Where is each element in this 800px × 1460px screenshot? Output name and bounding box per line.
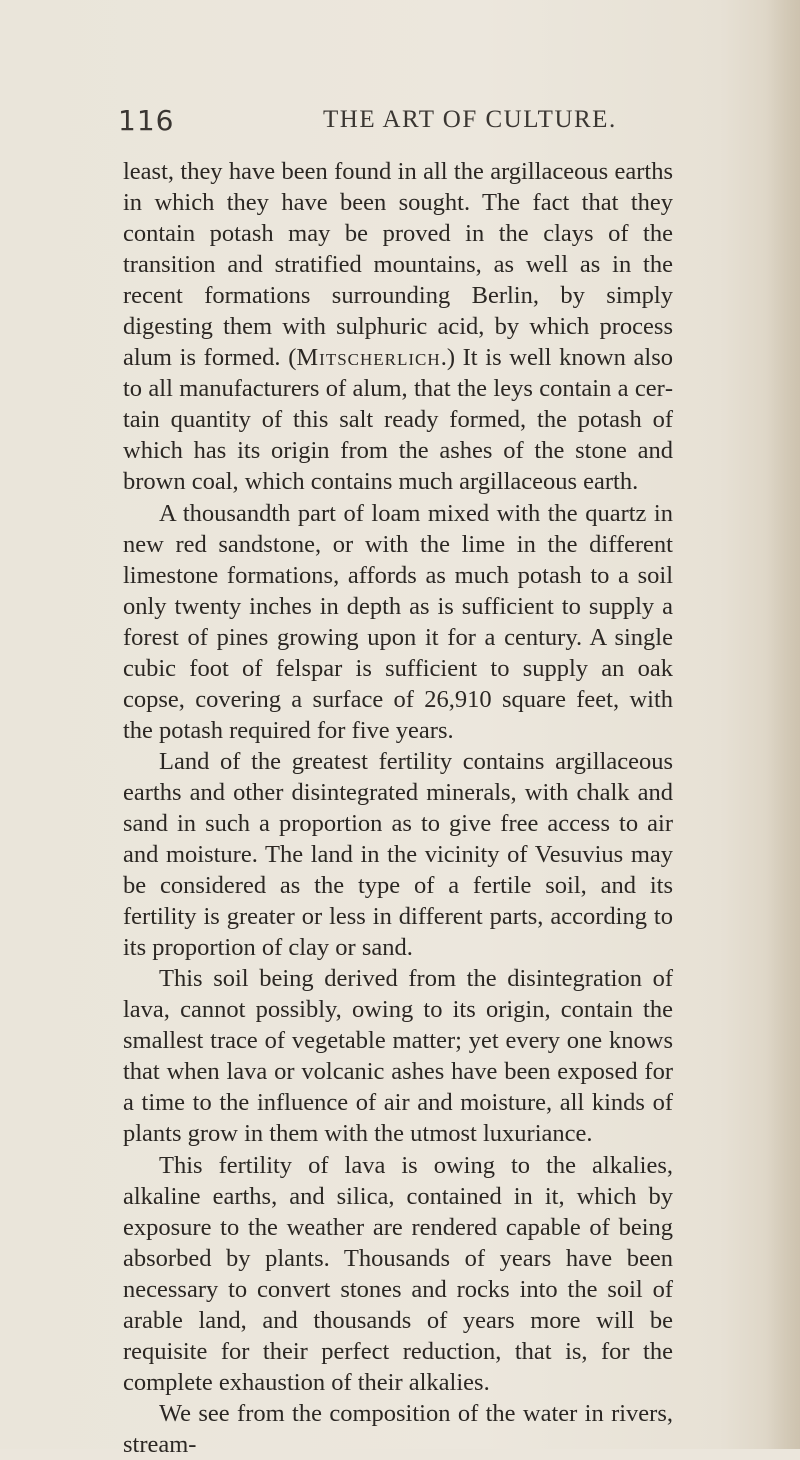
paragraph-2: A thousandth part of loam mixed with the quartz in new red sandstone, or with the lime in the different limestone formations, affords as much potash to a soil only twenty inches in depth as is sufficient to supply a forest of pines growing upon it for a century. A single cubic foot of felspar is sufficient to supply an oak copse, covering a surface of 26,910 square feet, with the potash required for five years. — [123, 499, 673, 744]
page-header — [118, 104, 678, 148]
paragraph-1-text-b: .) It is well known also to all manufacturers of alum, that the leys contain a certain quantity of this salt ready formed, the potash of which has its origin from the ashes of the stone and brown coal, which contains much argillaceous earth. — [123, 344, 673, 496]
paragraph-6: We see from the composition of the water in rivers, stream- — [123, 1399, 673, 1458]
paragraph-1-text-a: least, they have been found in all the argillaceous earths in which they have been sought. The fact that they contain potash may be proved in the clays of the transition and stratified mountains, as well as in the recent formations surrounding Berlin, by simply digesting them with sulphuric acid, by which process alum is formed. ( — [123, 158, 673, 372]
citation-author: Mitscherlich — [296, 344, 441, 372]
page-number: 116 — [118, 104, 175, 137]
paragraph-3: Land of the greatest fertility contains argillaceous earths and other disintegrated minerals, with chalk and sand in such a proportion as to give free access to air and moisture. The land in the vicinity of Vesuvius may be considered as the type of a fertile soil, and its fertility is greater or less in different parts, according to its proportion of clay or sand. — [123, 747, 673, 962]
paragraph-5: This fertility of lava is owing to the alkalies, alkaline earths, and silica, contained in it, which by exposure to the weather are rendered capable of being absorbed by plants. Thousands of years have been necessary to convert stones and rocks into the soil of arable land, and thousands of years more will be requisite for their perfect reduction, that is, for the complete exhaustion of their alkalies. — [123, 1151, 673, 1396]
page-edge-shadow — [766, 0, 800, 1449]
body-text — [123, 156, 673, 1460]
paragraph-1 — [123, 156, 673, 498]
running-head: THE ART OF CULTURE. — [323, 106, 617, 133]
paragraph-4: This soil being derived from the disintegration of lava, cannot possibly, owing to its origin, contain the smallest trace of vegetable matter; yet every one knows that when lava or volcanic ashes have been exposed for a time to the influence of air and moisture, all kinds of plants grow in them with the utmost luxuriance. — [123, 965, 673, 1148]
